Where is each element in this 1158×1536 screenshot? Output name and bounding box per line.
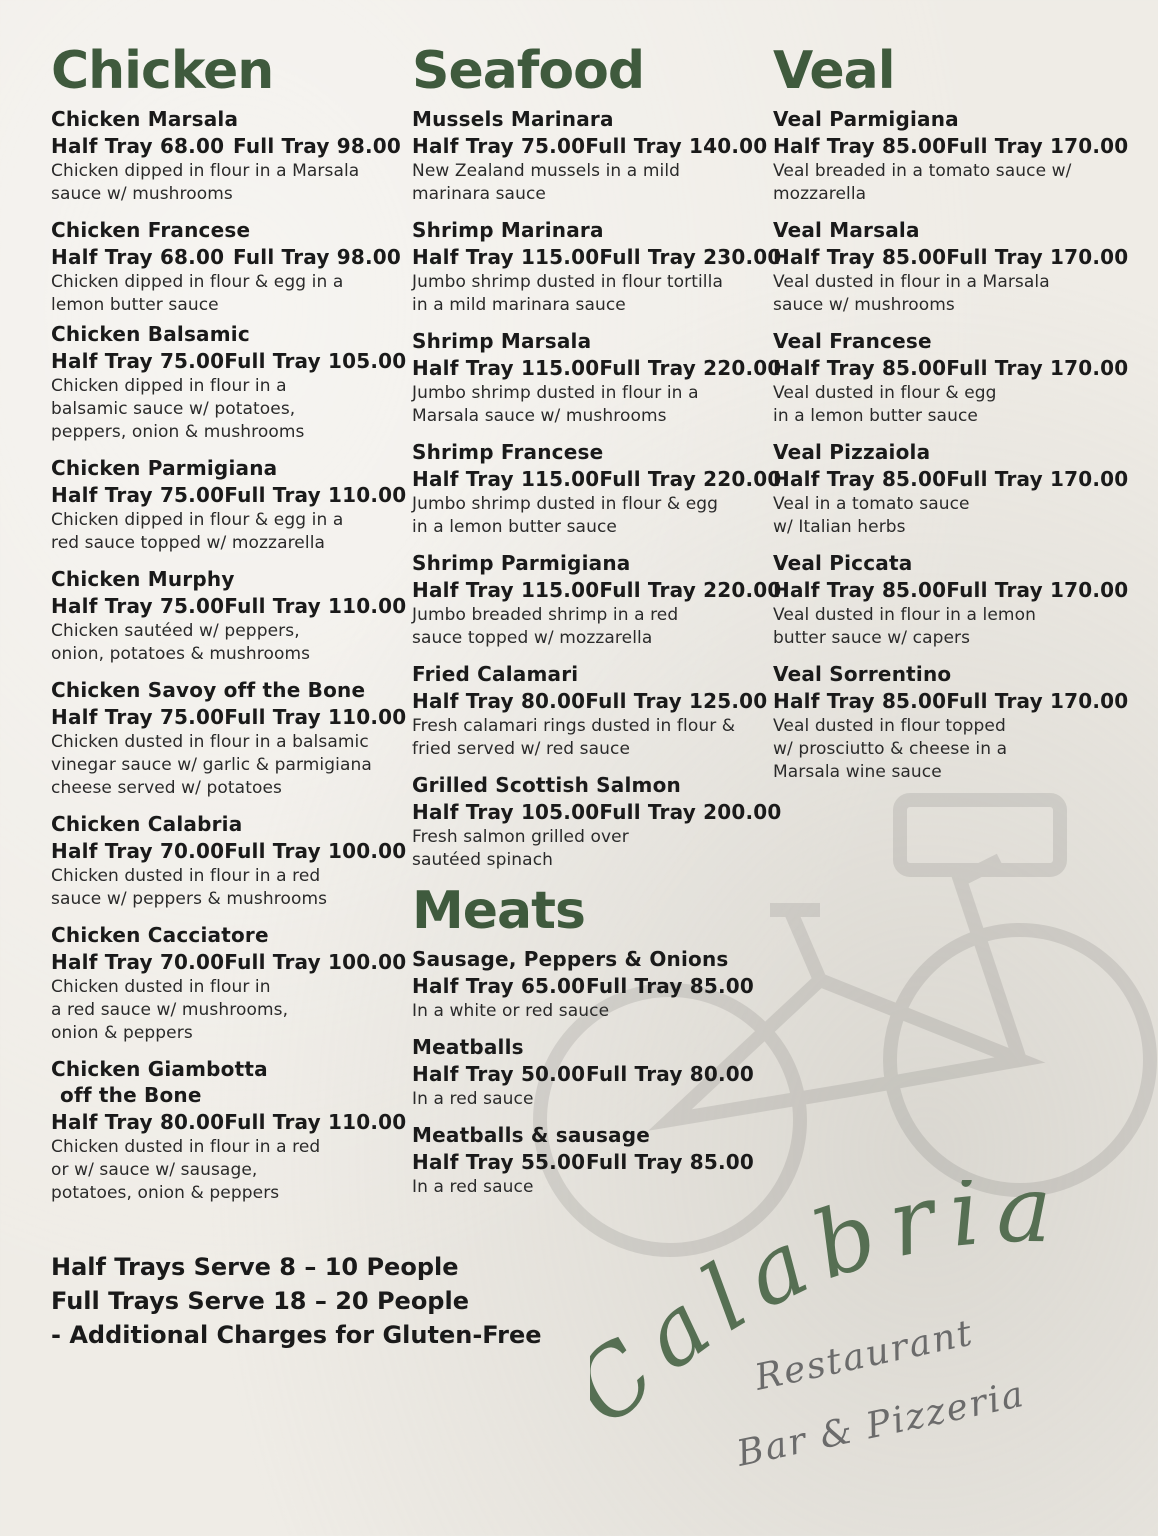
full-tray-price: Full Tray 110.00 — [224, 594, 407, 618]
full-tray-price: Full Tray 100.00 — [224, 950, 407, 974]
item-name: Veal Parmigiana — [773, 107, 959, 131]
menu-item — [51, 566, 407, 666]
price-row — [773, 243, 1129, 271]
full-tray-price: Full Tray 85.00 — [585, 974, 754, 998]
item-description: butter sauce w/ capers — [773, 628, 971, 648]
item-name: Veal Sorrentino — [773, 662, 952, 686]
half-tray-price: Half Tray 75.00 — [51, 483, 225, 507]
item-name: Shrimp Marinara — [412, 218, 604, 242]
item-description: In a white or red sauce — [412, 1001, 610, 1021]
veal-heading: Veal — [773, 41, 895, 101]
item-description: New Zealand mussels in a mild — [412, 161, 681, 181]
menu-item — [412, 946, 762, 1023]
half-tray-price: Half Tray 115.00 — [412, 245, 600, 269]
full-tray-price: Full Tray 220.00 — [599, 356, 782, 380]
item-description: Chicken dusted in flour in a red — [51, 866, 321, 886]
item-description: lemon butter sauce — [51, 295, 219, 315]
item-description: Marsala wine sauce — [773, 762, 942, 782]
item-name: Veal Marsala — [773, 218, 920, 242]
item-description: Jumbo shrimp dusted in flour & egg — [412, 494, 719, 514]
menu-item — [412, 106, 768, 206]
price-row — [773, 687, 1129, 715]
full-tray-price: Full Tray 140.00 — [585, 134, 768, 158]
menu-item — [773, 106, 1129, 206]
full-tray-price: Full Tray 98.00 — [232, 245, 401, 269]
price-row — [773, 465, 1129, 493]
half-tray-price: Half Tray 70.00 — [51, 839, 225, 863]
item-name: Veal Francese — [773, 329, 932, 353]
seafood-heading: Seafood — [412, 41, 645, 101]
menu-item — [412, 1034, 762, 1111]
half-tray-price: Half Tray 115.00 — [412, 467, 600, 491]
price-row — [51, 1108, 407, 1136]
item-name: Mussels Marinara — [412, 107, 614, 131]
item-description: Fresh salmon grilled over — [412, 827, 629, 847]
full-tray-price: Full Tray 125.00 — [585, 689, 768, 713]
half-tray-price: Half Tray 85.00 — [773, 689, 947, 713]
menu-item — [773, 550, 1129, 650]
half-tray-price: Half Tray 115.00 — [412, 356, 600, 380]
full-tray-serving-note: Full Trays Serve 18 – 20 People — [51, 1287, 469, 1315]
full-tray-price: Full Tray 170.00 — [946, 578, 1129, 602]
logo-bar-pizzeria-line: Bar & Pizzeria — [733, 1373, 1029, 1475]
seafood-section — [412, 38, 782, 883]
item-description: in a lemon butter sauce — [412, 517, 617, 537]
half-tray-price: Half Tray 75.00 — [412, 134, 586, 158]
half-tray-price: Half Tray 80.00 — [412, 689, 586, 713]
item-name: Sausage, Peppers & Onions — [412, 947, 729, 971]
price-row — [412, 1148, 762, 1176]
item-name: Chicken Marsala — [51, 107, 239, 131]
item-description: marinara sauce — [412, 184, 546, 204]
item-description: vinegar sauce w/ garlic & parmigiana — [51, 755, 372, 775]
meats-section — [412, 878, 762, 1210]
item-description: In a red sauce — [412, 1177, 534, 1197]
price-row — [51, 132, 401, 160]
item-description: sauce w/ mushrooms — [51, 184, 233, 204]
full-tray-price: Full Tray 170.00 — [946, 245, 1129, 269]
item-description: Chicken dusted in flour in a red — [51, 1137, 321, 1157]
full-tray-price: Full Tray 230.00 — [599, 245, 782, 269]
price-row — [412, 1060, 762, 1088]
item-description: Veal dusted in flour topped — [773, 716, 1006, 736]
half-tray-price: Half Tray 70.00 — [51, 950, 225, 974]
item-description: Chicken dipped in flour in a Marsala — [51, 161, 360, 181]
item-name-continued: off the Bone — [60, 1083, 202, 1107]
item-description: Jumbo shrimp dusted in flour in a — [412, 383, 699, 403]
item-name: Shrimp Francese — [412, 440, 604, 464]
menu-item — [412, 772, 782, 872]
item-description: a red sauce w/ mushrooms, — [51, 1000, 289, 1020]
price-row — [51, 347, 407, 375]
logo-name-path: alabria — [621, 1180, 1066, 1391]
item-description: Marsala sauce w/ mushrooms — [412, 406, 667, 426]
item-name: Veal Pizzaiola — [773, 440, 931, 464]
full-tray-price: Full Tray 220.00 — [599, 467, 782, 491]
item-description: in a lemon butter sauce — [773, 406, 978, 426]
item-description: potatoes, onion & peppers — [51, 1183, 280, 1203]
item-description: w/ prosciutto & cheese in a — [773, 739, 1008, 759]
item-description: peppers, onion & mushrooms — [51, 422, 305, 442]
half-tray-price: Half Tray 75.00 — [51, 705, 225, 729]
item-description: Veal dusted in flour & egg — [773, 383, 997, 403]
half-tray-serving-note: Half Trays Serve 8 – 10 People — [51, 1253, 459, 1281]
menu-item — [412, 550, 782, 650]
full-tray-price: Full Tray 80.00 — [585, 1062, 754, 1086]
full-tray-price: Full Tray 100.00 — [224, 839, 407, 863]
item-description: sauce topped w/ mozzarella — [412, 628, 653, 648]
menu-item — [51, 217, 401, 317]
item-description: Chicken dipped in flour & egg in a — [51, 510, 344, 530]
price-row — [412, 465, 782, 493]
menu-item — [51, 321, 407, 444]
half-tray-price: Half Tray 115.00 — [412, 578, 600, 602]
item-description: Veal in a tomato sauce — [773, 494, 970, 514]
menu-item — [773, 661, 1129, 784]
full-tray-price: Full Tray 105.00 — [224, 349, 407, 373]
item-description: red sauce topped w/ mozzarella — [51, 533, 326, 553]
half-tray-price: Half Tray 68.00 — [51, 134, 225, 158]
menu-item — [773, 439, 1129, 539]
item-description: In a red sauce — [412, 1089, 534, 1109]
item-name: Chicken Parmigiana — [51, 456, 278, 480]
half-tray-price: Half Tray 68.00 — [51, 245, 225, 269]
menu-item — [51, 106, 401, 206]
price-row — [412, 132, 768, 160]
price-row — [412, 972, 762, 1000]
full-tray-price: Full Tray 220.00 — [599, 578, 782, 602]
item-description: sauce w/ mushrooms — [773, 295, 955, 315]
chicken-section — [51, 38, 407, 1216]
menu-item — [773, 217, 1129, 317]
full-tray-price: Full Tray 200.00 — [599, 800, 782, 824]
half-tray-price: Half Tray 75.00 — [51, 349, 225, 373]
item-description: Veal dusted in flour in a lemon — [773, 605, 1036, 625]
item-description: Chicken dusted in flour in a balsamic — [51, 732, 369, 752]
half-tray-price: Half Tray 55.00 — [412, 1150, 586, 1174]
price-row — [412, 243, 782, 271]
item-description: cheese served w/ potatoes — [51, 778, 282, 798]
item-name: Veal Piccata — [773, 551, 913, 575]
menu-item — [773, 328, 1129, 428]
tray-serving-notes — [51, 1250, 542, 1352]
item-name: Meatballs — [412, 1035, 524, 1059]
item-description: onion, potatoes & mushrooms — [51, 644, 311, 664]
item-description: Jumbo breaded shrimp in a red — [412, 605, 679, 625]
full-tray-price: Full Tray 170.00 — [946, 689, 1129, 713]
price-row — [412, 354, 782, 382]
menu-item — [51, 1056, 407, 1205]
item-description: Veal dusted in flour in a Marsala — [773, 272, 1050, 292]
half-tray-price: Half Tray 85.00 — [773, 134, 947, 158]
price-row — [51, 948, 407, 976]
menu-item — [51, 922, 407, 1045]
full-tray-price: Full Tray 110.00 — [224, 705, 407, 729]
item-description: onion & peppers — [51, 1023, 193, 1043]
half-tray-price: Half Tray 50.00 — [412, 1062, 586, 1086]
menu-item — [51, 677, 407, 800]
meats-heading: Meats — [412, 881, 585, 941]
price-row — [773, 132, 1129, 160]
price-row — [51, 592, 407, 620]
item-description: in a mild marinara sauce — [412, 295, 626, 315]
full-tray-price: Full Tray 170.00 — [946, 356, 1129, 380]
item-description: mozzarella — [773, 184, 867, 204]
item-description: Fresh calamari rings dusted in flour & — [412, 716, 736, 736]
price-row — [773, 354, 1129, 382]
item-name: Shrimp Marsala — [412, 329, 592, 353]
menu-item — [51, 455, 407, 555]
item-description: Veal breaded in a tomato sauce w/ — [773, 161, 1072, 181]
full-tray-price: Full Tray 110.00 — [224, 1110, 407, 1134]
half-tray-price: Half Tray 105.00 — [412, 800, 600, 824]
half-tray-price: Half Tray 75.00 — [51, 594, 225, 618]
item-description: sauce w/ peppers & mushrooms — [51, 889, 328, 909]
item-description: Chicken dipped in flour in a — [51, 376, 287, 396]
half-tray-price: Half Tray 80.00 — [51, 1110, 225, 1134]
half-tray-price: Half Tray 85.00 — [773, 245, 947, 269]
full-tray-price: Full Tray 85.00 — [585, 1150, 754, 1174]
menu-item — [412, 217, 782, 317]
item-description: w/ Italian herbs — [773, 517, 906, 537]
menu-item — [412, 328, 782, 428]
item-description: Chicken dipped in flour & egg in a — [51, 272, 344, 292]
item-name: Chicken Cacciatore — [51, 923, 269, 947]
item-description: Chicken sautéed w/ peppers, — [51, 621, 300, 641]
menu-item — [412, 661, 768, 761]
item-name: Fried Calamari — [412, 662, 579, 686]
half-tray-price: Half Tray 85.00 — [773, 467, 947, 491]
item-description: sautéed spinach — [412, 850, 554, 870]
item-name: Chicken Savoy off the Bone — [51, 678, 366, 702]
item-name: Chicken Francese — [51, 218, 251, 242]
half-tray-price: Half Tray 65.00 — [412, 974, 586, 998]
item-name: Grilled Scottish Salmon — [412, 773, 681, 797]
item-name: Chicken Giambotta — [51, 1057, 268, 1081]
item-name: Chicken Murphy — [51, 567, 235, 591]
chicken-heading: Chicken — [51, 41, 274, 101]
item-description: fried served w/ red sauce — [412, 739, 631, 759]
item-name: Chicken Calabria — [51, 812, 243, 836]
price-row — [51, 481, 407, 509]
veal-section — [773, 38, 1129, 795]
half-tray-price: Half Tray 85.00 — [773, 356, 947, 380]
gluten-free-note: - Additional Charges for Gluten-Free — [51, 1321, 542, 1349]
logo-artwork — [590, 1180, 1150, 1510]
price-row — [412, 687, 768, 715]
price-row — [412, 576, 782, 604]
item-name: Meatballs & sausage — [412, 1123, 651, 1147]
menu-item — [412, 439, 782, 539]
logo-restaurant-line: Restaurant — [751, 1312, 978, 1399]
price-row — [51, 243, 401, 271]
price-row — [51, 703, 407, 731]
full-tray-price: Full Tray 170.00 — [946, 134, 1129, 158]
item-description: Chicken dusted in flour in — [51, 977, 271, 997]
full-tray-price: Full Tray 98.00 — [232, 134, 401, 158]
full-tray-price: Full Tray 170.00 — [946, 467, 1129, 491]
item-description: balsamic sauce w/ potatoes, — [51, 399, 296, 419]
item-name: Shrimp Parmigiana — [412, 551, 631, 575]
menu-item — [51, 811, 407, 911]
item-description: or w/ sauce w/ sausage, — [51, 1160, 258, 1180]
price-row — [412, 798, 782, 826]
price-row — [773, 576, 1129, 604]
half-tray-price: Half Tray 85.00 — [773, 578, 947, 602]
full-tray-price: Full Tray 110.00 — [224, 483, 407, 507]
item-description: Jumbo shrimp dusted in flour tortilla — [412, 272, 723, 292]
item-name: Chicken Balsamic — [51, 322, 250, 346]
price-row — [51, 837, 407, 865]
calabria-logo — [590, 1180, 1150, 1510]
